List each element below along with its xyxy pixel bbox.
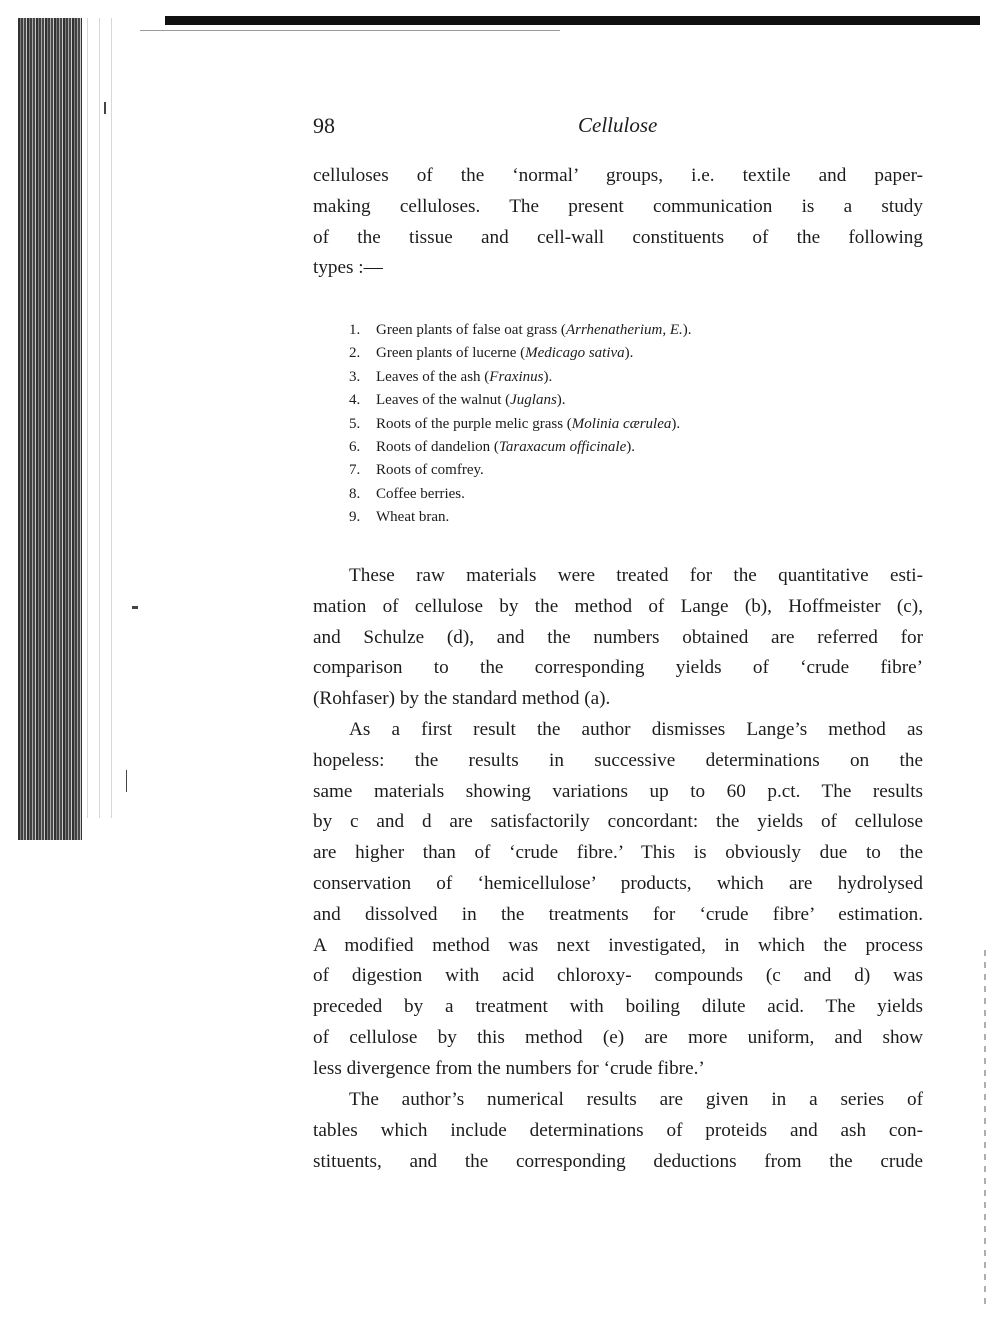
list-item: 9. Wheat bran.	[349, 509, 450, 526]
list-item: 2. Green plants of lucerne (Medicago sativa).	[349, 345, 634, 362]
text-line: of the tissue and cell-wall constituents of the following	[313, 226, 923, 248]
list-item: 4. Leaves of the walnut (Juglans).	[349, 392, 566, 409]
text-line: The author’s numerical results are given in a series of	[349, 1089, 923, 1110]
text-line: As a first result the author dismisses Lange’s method as	[349, 719, 923, 740]
text-line: and dissolved in the treatments for ‘crude fibre’ estimation.	[313, 903, 923, 925]
list-item: 7. Roots of comfrey.	[349, 462, 484, 479]
text-line: conservation of ‘hemicellulose’ products, which are hydrolysed	[313, 872, 923, 894]
page-top-thin-line	[140, 30, 560, 31]
text-line: These raw materials were treated for the quantitative esti-	[349, 565, 923, 586]
text-line: hopeless: the results in successive determinations on the	[313, 749, 923, 771]
text-line: A modified method was next investigated, in which the process	[313, 934, 923, 956]
text-line: mation of cellulose by the method of Lange (b), Hoffmeister (c),	[313, 595, 923, 617]
text-line: of cellulose by this method (e) are more uniform, and show	[313, 1026, 923, 1048]
text-line: same materials showing variations up to 60 p.ct. The results	[313, 780, 923, 802]
text-line: comparison to the corresponding yields of ‘crude fibre’	[313, 657, 923, 679]
text-line: of digestion with acid chloroxy- compounds (c and d) was	[313, 965, 923, 987]
intro-paragraph	[313, 161, 923, 284]
running-title: Cellulose	[578, 113, 658, 137]
scan-speck	[126, 770, 127, 792]
page-number: 98	[313, 113, 335, 138]
text-line: celluloses of the ‘normal’ groups, i.e. textile and paper-	[313, 165, 923, 186]
text-line: and Schulze (d), and the numbers obtained are referred for	[313, 626, 923, 648]
scan-speck	[104, 102, 106, 114]
list-item: 1. Green plants of false oat grass (Arrhenatherium, E.).	[349, 322, 692, 338]
text-line: (Rohfaser) by the standard method (a).	[313, 688, 611, 710]
body-paragraph-tables	[313, 1085, 923, 1177]
book-binding-shadow	[18, 18, 82, 840]
list-item: 3. Leaves of the ash (Fraxinus).	[349, 368, 553, 385]
text-line: less divergence from the numbers for ‘crude fibre.’	[313, 1057, 705, 1079]
text-line: are higher than of ‘crude fibre.’ This is obviously due to the	[313, 842, 923, 864]
text-line: tables which include determinations of proteids and ash con-	[313, 1119, 923, 1141]
text-line: types :—	[313, 257, 383, 279]
list-item: 6. Roots of dandelion (Taraxacum officinale).	[349, 439, 636, 456]
scan-speck	[132, 606, 138, 609]
running-header	[313, 113, 923, 145]
material-types-list	[349, 319, 692, 530]
text-line: stituents, and the corresponding deductions from the crude	[313, 1150, 923, 1172]
list-item: 8. Coffee berries.	[349, 485, 465, 502]
binding-edge-shadow	[82, 18, 112, 818]
list-item: 5. Roots of the purple melic grass (Molinia cærulea).	[349, 415, 681, 432]
body-paragraph-methods	[313, 561, 923, 715]
page-right-edge	[984, 950, 986, 1310]
body-paragraph-results	[313, 715, 923, 1085]
text-line: by c and d are satisfactorily concordant: the yields of cellulose	[313, 811, 923, 833]
text-line: preceded by a treatment with boiling dilute acid. The yields	[313, 996, 923, 1018]
page-top-edge	[165, 16, 980, 25]
text-line: making celluloses. The present communication is a study	[313, 195, 923, 217]
